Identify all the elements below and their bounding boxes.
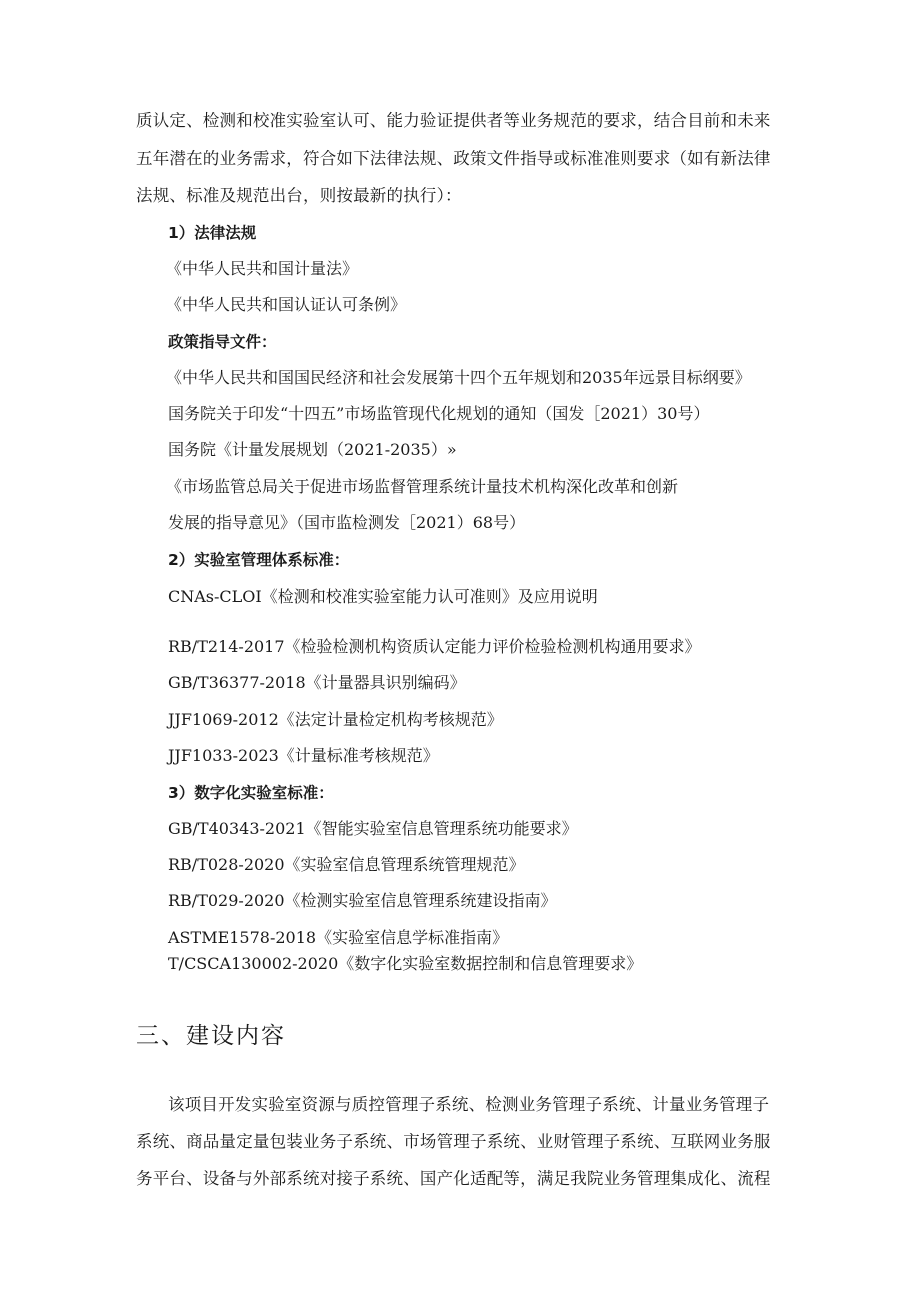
lab-standard-item: RB/T214-2017《检验检测机构资质认定能力评价检验检测机构通用要求》: [168, 637, 701, 656]
section-paragraph-line: 该项目开发实验室资源与质控管理子系统、检测业务管理子系统、计量业务管理子: [168, 1095, 770, 1114]
digital-standard-item: RB/T029-2020《检测实验室信息管理系统建设指南》: [168, 891, 557, 910]
policy-item: 《市场监管总局关于促进市场监督管理系统计量技术机构深化改革和创新: [166, 477, 679, 496]
lab-standard-item: CNAs-CLOI《检测和校准实验室能力认可准则》及应用说明: [168, 587, 598, 606]
policies-heading: 政策指导文件：: [168, 333, 277, 351]
section-title: 三、建设内容: [136, 1023, 286, 1049]
digital-standard-item: GB/T40343-2021《智能实验室信息管理系统功能要求》: [168, 819, 578, 838]
digital-standard-item: RB/T028-2020《实验室信息管理系统管理规范》: [168, 855, 525, 874]
digital-standards-heading: 3）数字化实验室标准：: [168, 784, 334, 802]
intro-line-3: 法规、标准及规范出台，则按最新的执行）：: [136, 186, 462, 205]
policy-item: 《中华人民共和国国民经济和社会发展第十四个五年规划和2035年远景目标纲要》: [166, 368, 751, 387]
policy-item: 国务院关于印发“十四五”市场监管现代化规划的通知（国发［2021）30号）: [168, 404, 710, 423]
lab-standard-item: JJF1069-2012《法定计量检定机构考核规范》: [168, 710, 503, 729]
section-paragraph-line: 务平台、设备与外部系统对接子系统、国产化适配等，满足我院业务管理集成化、流程: [136, 1169, 771, 1188]
intro-line-2: 五年潜在的业务需求，符合如下法律法规、政策文件指导或标准准则要求（如有新法律: [136, 149, 771, 168]
section-paragraph-line: 系统、商品量定量包装业务子系统、市场管理子系统、业财管理子系统、互联网业务服: [136, 1132, 771, 1151]
policy-item: 发展的指导意见》（国市监检测发［2021）68号）: [168, 513, 526, 532]
digital-standard-item: T/CSCA130002-2020《数字化实验室数据控制和信息管理要求》: [168, 954, 643, 973]
intro-line-1: 质认定、检测和校准实验室认可、能力验证提供者等业务规范的要求，结合目前和未来: [136, 111, 771, 130]
lab-standards-heading: 2）实验室管理体系标准：: [168, 551, 350, 569]
laws-heading: 1）法律法规: [168, 224, 257, 242]
lab-standard-item: JJF1033-2023《计量标准考核规范》: [168, 746, 439, 765]
law-item: 《中华人民共和国认证认可条例》: [166, 295, 407, 314]
lab-standard-item: GB/T36377-2018《计量器具识别编码》: [168, 673, 466, 692]
policy-item: 国务院《计量发展规划（2021-2035）»: [168, 440, 457, 459]
digital-standard-item: ASTME1578-2018《实验室信息学标准指南》: [168, 928, 509, 947]
law-item: 《中华人民共和国计量法》: [166, 259, 359, 278]
